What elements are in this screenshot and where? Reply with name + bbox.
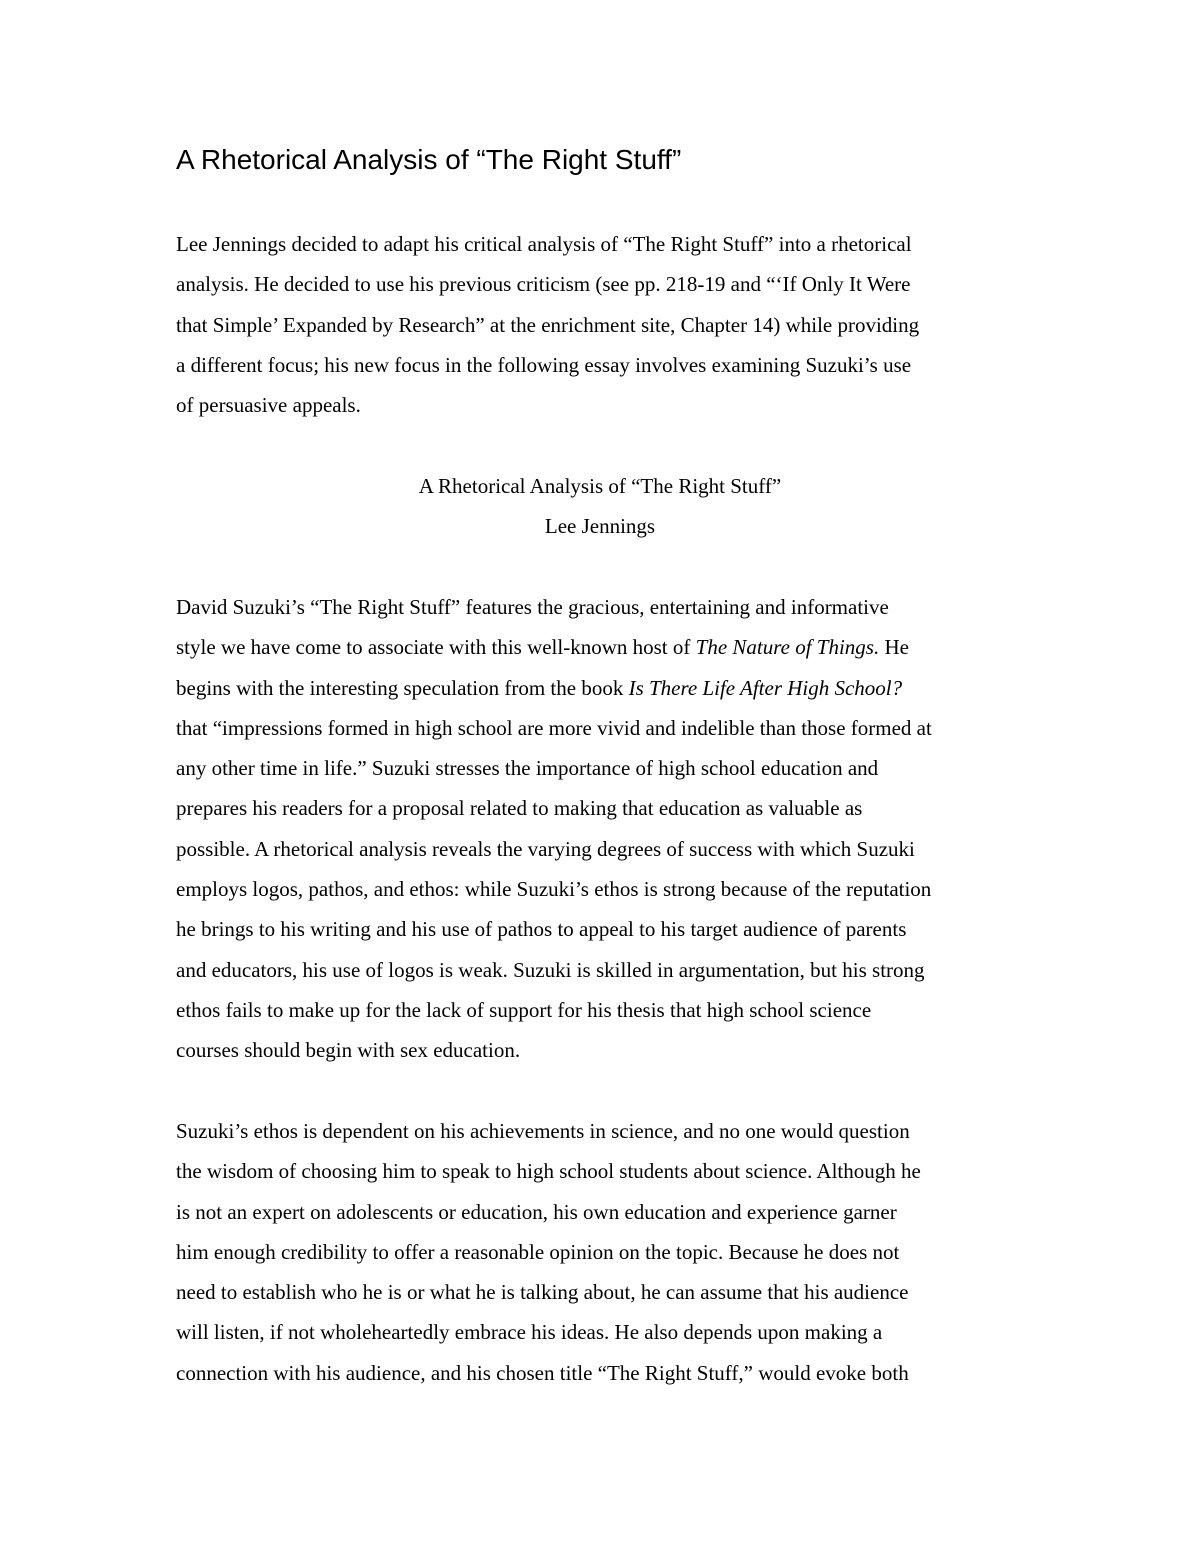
paragraph-line: possible. A rhetorical analysis reveals the varying degrees of success with which Suzuki — [176, 836, 915, 861]
intro-paragraph — [176, 224, 1036, 425]
paragraph-line: he brings to his writing and his use of pathos to appeal to his target audience of parents — [176, 917, 907, 942]
book-title-italic: Is There Life After High School? — [628, 675, 903, 700]
paragraph-line: and educators, his use of logos is weak. Suzuki is skilled in argumentation, but his strong — [176, 957, 925, 982]
paragraph-line: the wisdom of choosing him to speak to high school students about science. Although he — [176, 1159, 921, 1184]
paragraph-line: David Suzuki’s “The Right Stuff” features the gracious, entertaining and informative — [176, 595, 889, 619]
paragraph-line: connection with his audience, and his chosen title “The Right Stuff,” would evoke both — [176, 1360, 909, 1385]
body-paragraph-1 — [176, 587, 1036, 1071]
text-run: begins with the interesting speculation from the book — [176, 675, 629, 700]
document-heading: A Rhetorical Analysis of “The Right Stuff” — [176, 144, 682, 175]
intro-line: analysis. He decided to use his previous criticism (see pp. 218-19 and “‘If Only It Were — [176, 272, 911, 297]
paragraph-line: ethos fails to make up for the lack of support for his thesis that high school science — [176, 997, 872, 1022]
paragraph-line: is not an expert on adolescents or education, his own education and experience garner — [176, 1199, 897, 1224]
paragraph-line — [176, 627, 1036, 667]
intro-line: of persuasive appeals. — [176, 393, 361, 418]
intro-line: a different focus; his new focus in the following essay involves examining Suzuki’s use — [176, 352, 912, 377]
paragraph-line: need to establish who he is or what he is talking about, he can assume that his audience — [176, 1280, 909, 1305]
book-title-italic: The Nature of Things. — [695, 635, 880, 660]
paragraph-line: him enough credibility to offer a reasonable opinion on the topic. Because he does not — [176, 1239, 900, 1264]
essay-title: A Rhetorical Analysis of “The Right Stuff” — [418, 474, 782, 498]
paragraph-line: any other time in life.” Suzuki stresses the importance of high school education and — [176, 756, 879, 781]
paragraph-line: Suzuki’s ethos is dependent on his achievements in science, and no one would question — [176, 1119, 910, 1143]
paragraph-line: employs logos, pathos, and ethos: while Suzuki’s ethos is strong because of the reputation — [176, 877, 932, 902]
text-run: style we have come to associate with this well-known host of — [176, 635, 696, 660]
intro-line: Lee Jennings decided to adapt his critical analysis of “The Right Stuff” into a rhetorical — [176, 232, 912, 256]
paragraph-line: will listen, if not wholeheartedly embrace his ideas. He also depends upon making a — [176, 1320, 883, 1345]
paragraph-line: that “impressions formed in high school are more vivid and indelible than those formed at — [176, 715, 932, 740]
paragraph-line: prepares his readers for a proposal related to making that education as valuable as — [176, 796, 863, 821]
text-run: He — [879, 635, 909, 660]
paragraph-line — [176, 668, 1036, 708]
essay-author: Lee Jennings — [544, 514, 656, 538]
body-paragraph-2 — [176, 1111, 1036, 1393]
paragraph-line: courses should begin with sex education. — [176, 1038, 521, 1063]
intro-line: that Simple’ Expanded by Research” at the enrichment site, Chapter 14) while providing — [176, 312, 920, 337]
